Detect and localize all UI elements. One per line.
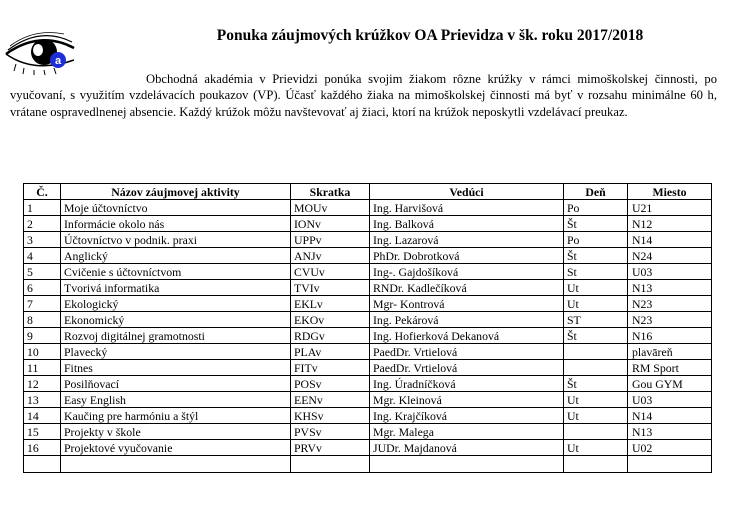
cell-abbreviation: POSv	[291, 376, 370, 392]
cell-day: ST	[564, 312, 628, 328]
cell-location: U03	[628, 392, 712, 408]
school-eye-logo	[4, 24, 76, 76]
cell-location: Gou GYM	[628, 376, 712, 392]
table-row	[24, 216, 712, 232]
cell-number	[24, 456, 61, 473]
cell-leader: RNDr. Kadlečíková	[370, 280, 564, 296]
cell-day	[564, 424, 628, 440]
cell-activity: Ekologický	[61, 296, 291, 312]
table-row	[24, 424, 712, 440]
cell-activity: Tvorivá informatika	[61, 280, 291, 296]
col-header-day: Deň	[564, 184, 628, 200]
cell-day: Št	[564, 216, 628, 232]
cell-leader: Mgr- Kontrová	[370, 296, 564, 312]
cell-location: N24	[628, 248, 712, 264]
intro-paragraph: Obchodná akadémia v Prievidzi ponúka svojim žiakom rôzne krúžky v rámci mimoškolskej činnosti, po vyučovaní, s využitím vzdelávacích poukazov (VP). Účasť každého žiaka na mimoškolskej činnosti má byť v rozsahu minimálne 60 h, vrátane ospravedlnenej absencie. Každý krúžok môžu navštevovať aj žiaci, ktorí na krúžok neposkytli vzdelávací preukaz.	[10, 72, 717, 119]
table-row	[24, 392, 712, 408]
cell-activity: Informácie okolo nás	[61, 216, 291, 232]
cell-location: U21	[628, 200, 712, 216]
cell-leader: Ing. Balková	[370, 216, 564, 232]
cell-number: 9	[24, 328, 61, 344]
cell-number: 3	[24, 232, 61, 248]
cell-number: 13	[24, 392, 61, 408]
cell-location	[628, 456, 712, 473]
cell-leader: JUDr. Majdanová	[370, 440, 564, 456]
cell-abbreviation	[291, 456, 370, 473]
col-header-number: Č.	[24, 184, 61, 200]
table-row	[24, 328, 712, 344]
activities-table	[23, 183, 712, 473]
col-header-activity: Názov záujmovej aktivity	[61, 184, 291, 200]
table-header-row	[24, 184, 712, 200]
cell-activity: Účtovníctvo v podnik. praxi	[61, 232, 291, 248]
cell-abbreviation: PRVv	[291, 440, 370, 456]
cell-leader: PaedDr. Vrtielová	[370, 360, 564, 376]
cell-day: St	[564, 264, 628, 280]
cell-day: Št	[564, 328, 628, 344]
cell-number: 12	[24, 376, 61, 392]
cell-activity: Anglický	[61, 248, 291, 264]
cell-abbreviation: PLAv	[291, 344, 370, 360]
cell-activity: Easy English	[61, 392, 291, 408]
table-row	[24, 200, 712, 216]
cell-location: N23	[628, 296, 712, 312]
col-header-location: Miesto	[628, 184, 712, 200]
cell-day: Po	[564, 232, 628, 248]
cell-number: 10	[24, 344, 61, 360]
cell-abbreviation: IONv	[291, 216, 370, 232]
cell-leader: Ing-. Gajdošíková	[370, 264, 564, 280]
cell-leader	[370, 456, 564, 473]
cell-activity: Projektové vyučovanie	[61, 440, 291, 456]
cell-location: N23	[628, 312, 712, 328]
cell-number: 8	[24, 312, 61, 328]
table-row	[24, 264, 712, 280]
cell-location: N14	[628, 232, 712, 248]
cell-abbreviation: EKOv	[291, 312, 370, 328]
cell-location: N16	[628, 328, 712, 344]
cell-number: 5	[24, 264, 61, 280]
cell-activity: Projekty v škole	[61, 424, 291, 440]
cell-leader: Ing. Lazarová	[370, 232, 564, 248]
cell-number: 14	[24, 408, 61, 424]
cell-location: U03	[628, 264, 712, 280]
cell-leader: PhDr. Dobrotková	[370, 248, 564, 264]
table-row	[24, 456, 712, 473]
cell-number: 6	[24, 280, 61, 296]
cell-leader: Mgr. Kleinová	[370, 392, 564, 408]
cell-activity: Fitnes	[61, 360, 291, 376]
cell-number: 11	[24, 360, 61, 376]
col-header-leader: Vedúci	[370, 184, 564, 200]
cell-activity: Plavecký	[61, 344, 291, 360]
table-row	[24, 344, 712, 360]
cell-day	[564, 360, 628, 376]
cell-location: N13	[628, 280, 712, 296]
cell-abbreviation: CVUv	[291, 264, 370, 280]
table-row	[24, 408, 712, 424]
cell-location: RM Sport	[628, 360, 712, 376]
cell-abbreviation: EKLv	[291, 296, 370, 312]
cell-abbreviation: KHSv	[291, 408, 370, 424]
cell-day: Po	[564, 200, 628, 216]
cell-activity: Rozvoj digitálnej gramotnosti	[61, 328, 291, 344]
table-row	[24, 376, 712, 392]
cell-leader: Mgr. Malega	[370, 424, 564, 440]
cell-location: U02	[628, 440, 712, 456]
cell-day	[564, 456, 628, 473]
cell-number: 2	[24, 216, 61, 232]
cell-abbreviation: UPPv	[291, 232, 370, 248]
cell-abbreviation: FITv	[291, 360, 370, 376]
cell-number: 7	[24, 296, 61, 312]
cell-leader: Ing. Úradníčková	[370, 376, 564, 392]
intro-text	[10, 71, 717, 120]
cell-day: Ut	[564, 392, 628, 408]
page-title: Ponuka záujmových krúžkov OA Prievidza v šk. roku 2017/2018	[216, 27, 644, 44]
cell-day: Ut	[564, 440, 628, 456]
cell-activity: Ekonomický	[61, 312, 291, 328]
cell-number: 1	[24, 200, 61, 216]
cell-activity	[61, 456, 291, 473]
cell-location: N12	[628, 216, 712, 232]
cell-day: Št	[564, 376, 628, 392]
cell-day: Ut	[564, 280, 628, 296]
cell-activity: Kaučing pre harmóniu a štýl	[61, 408, 291, 424]
cell-leader: PaedDr. Vrtielová	[370, 344, 564, 360]
cell-leader: Ing. Pekárová	[370, 312, 564, 328]
logo-letter: a	[54, 55, 62, 67]
cell-leader: Ing. Krajčíková	[370, 408, 564, 424]
cell-activity: Posilňovací	[61, 376, 291, 392]
cell-location: N14	[628, 408, 712, 424]
col-header-abbreviation: Skratka	[291, 184, 370, 200]
cell-abbreviation: RDGv	[291, 328, 370, 344]
cell-number: 4	[24, 248, 61, 264]
cell-day: Ut	[564, 296, 628, 312]
cell-location: plavāreň	[628, 344, 712, 360]
table-row	[24, 296, 712, 312]
cell-day: Št	[564, 248, 628, 264]
cell-number: 15	[24, 424, 61, 440]
cell-leader: Ing. Hofierková Dekanová	[370, 328, 564, 344]
table-row	[24, 248, 712, 264]
cell-location: N13	[628, 424, 712, 440]
cell-activity: Moje účtovníctvo	[61, 200, 291, 216]
cell-abbreviation: MOUv	[291, 200, 370, 216]
cell-abbreviation: PVSv	[291, 424, 370, 440]
table-row	[24, 360, 712, 376]
cell-day: Ut	[564, 408, 628, 424]
table-row	[24, 440, 712, 456]
cell-day	[564, 344, 628, 360]
cell-activity: Cvičenie s účtovníctvom	[61, 264, 291, 280]
table-row	[24, 232, 712, 248]
cell-leader: Ing. Harvišová	[370, 200, 564, 216]
table-row	[24, 280, 712, 296]
cell-abbreviation: ANJv	[291, 248, 370, 264]
table-row	[24, 312, 712, 328]
cell-number: 16	[24, 440, 61, 456]
cell-abbreviation: TVIv	[291, 280, 370, 296]
cell-abbreviation: EENv	[291, 392, 370, 408]
